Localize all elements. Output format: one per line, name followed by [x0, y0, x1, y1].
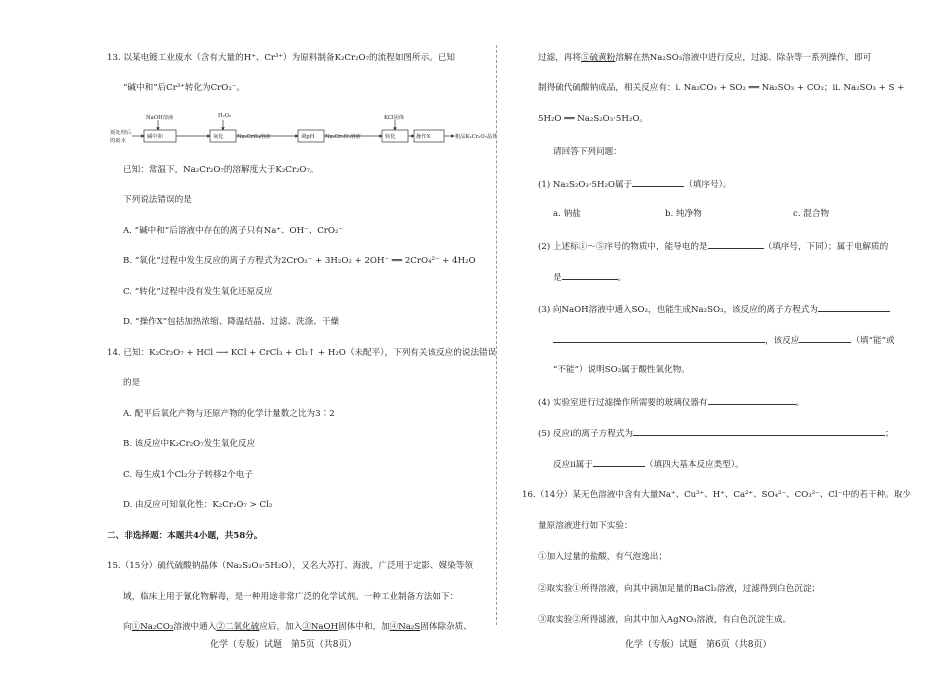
q15-l3-i: 固体除杂质、	[420, 622, 472, 632]
r-s2-l2-end: 。	[617, 273, 627, 283]
q13-line2: “碱中和”后Cr³⁺转化为CrO₂⁻。	[123, 83, 245, 93]
s1-answer-blank[interactable]	[632, 177, 684, 187]
r-line4: 请回答下列问题：	[553, 147, 622, 157]
r-s3-l3: “不能”）说明SO₂属于酸性氧化物。	[553, 365, 690, 375]
r-s2-text: (2) 上述标①～⑤序号的物质中，能导电的是	[538, 242, 708, 252]
s5-equation-blank[interactable]	[633, 426, 885, 436]
q15-line2: 域，临床上用于氰化物解毒，是一种用途非常广泛的化学试剂。一种工业制备方法如下：	[123, 592, 459, 602]
r-s3-l2-mid: ，该反应	[765, 336, 800, 346]
r-s2-l2-text: 是	[553, 273, 562, 283]
r-s1-opt-b: b. 纯净物	[665, 209, 702, 219]
flow-box-4-label: 转化	[385, 134, 396, 140]
q13-line3: 已知：常温下，Na₂Cr₂O₇的溶解度大于K₂Cr₂O₇。	[123, 165, 319, 175]
r-l1-a: 过滤，再将	[538, 53, 581, 63]
flow-input-label-1: 预处理后	[110, 130, 132, 136]
r-s1-text: (1) Na₂S₂O₃·5H₂O属于	[538, 180, 633, 190]
flow-reagent-naoh: NaOH溶液	[146, 115, 174, 121]
q15-l3-d: ②二氧化硫	[216, 622, 260, 632]
section-2-heading: 二、非选择题：本题共4小题，共58分。	[107, 531, 263, 541]
r-s3-text: (3) 向NaOH溶液中通入SO₂，也能生成Na₂SO₃，该反应的离子方程式为	[538, 305, 818, 315]
left-page-footer: 化学（专版）试题 第5页（共8页）	[210, 640, 357, 650]
s3-equation-blank-1[interactable]	[818, 302, 890, 312]
r-s5-l2-end: （填四大基本反应类型）。	[644, 460, 744, 470]
flow-box-1-label: 碱中和	[147, 134, 163, 140]
flow-box-5-label: 操作X	[416, 134, 431, 140]
q15-line3	[123, 621, 472, 633]
q15-l3-c: 溶液中通入	[173, 622, 217, 632]
r-line3: 5H₂O ══ Na₂S₂O₃·5H₂O。	[538, 114, 648, 124]
q16-step-2: ②取实验①所得溶液，向其中滴加足量的BaCl₂溶液，过滤得到白色沉淀；	[538, 584, 821, 594]
r-line2: 制得硫代硫酸钠成品，相关反应有：ⅰ. Na₂CO₃ + SO₂ ══ Na₂SO₃ + CO₂；ⅱ. Na₂SO₃ + S +	[538, 83, 905, 93]
r-s3-l2-end: （填“能”或	[851, 336, 895, 346]
q15-line1: 15.（15分）硫代硫酸钠晶体（Na₂S₂O₃·5H₂O），又名大苏打、海波，广泛用于定影、媒染等领	[107, 561, 473, 571]
right-page-footer: 化学（专版）试题 第6页（共8页）	[625, 640, 772, 650]
flow-box-3-label: 调pH	[301, 134, 315, 140]
q13-option-c: C. “转化”过程中没有发生氧化还原反应	[123, 287, 273, 297]
r-s2-mid: （填序号，下同）；属于电解质的	[763, 242, 889, 252]
r-s1-opt-c: c. 混合物	[793, 209, 830, 219]
s3-equation-blank-2[interactable]	[553, 333, 765, 343]
q16-step-1: ①加入过量的盐酸，有气泡逸出；	[538, 552, 667, 562]
q13-option-a: A. “碱中和”后溶液中存在的离子只有Na⁺、OH⁻、CrO₂⁻	[123, 226, 343, 236]
q14-option-d: D. 由反应可知氧化性：K₂Cr₂O₇ > Cl₂	[123, 500, 273, 510]
flow-box-2-label: 氧化	[213, 134, 224, 140]
r-s5-end: ；	[885, 429, 894, 439]
flow-mid-1: Na₂CrO₄溶液	[237, 134, 271, 140]
q15-l3-e: 应后，加入	[259, 622, 303, 632]
q15-l3-b: ①Na₂CO₃	[131, 622, 174, 632]
flow-mid-2: Na₂Cr₂O₇溶液	[325, 134, 361, 140]
r-l1-c: 溶解在热Na₂SO₃溶液中进行反应，过滤、除杂等一系列操作，即可	[615, 53, 872, 63]
r-s1-end: （填序号）。	[684, 180, 732, 190]
q13-option-b: B. “氧化”过程中发生反应的离子方程式为2CrO₂⁻ + 3H₂O₂ + 2OH⁻ ══ 2CrO₄²⁻ + 4H₂O	[123, 256, 476, 266]
q14-line2: 的是	[123, 378, 141, 388]
r-s5-text: (5) 反应ⅰ的离子方程式为	[538, 429, 633, 439]
q13-line4: 下列说法错误的是	[123, 195, 192, 205]
r-s2	[538, 239, 888, 253]
q15-l3-f: ③NaOH	[302, 622, 339, 632]
process-flowchart	[110, 112, 498, 154]
flow-reagent-h2o2: H₂O₂	[218, 113, 232, 119]
r-l1-b: ⑤硫黄粉	[580, 53, 616, 63]
r-s4	[538, 395, 804, 409]
r-s1-opt-a: a. 钠盐	[553, 209, 581, 219]
r-s4-end: 。	[795, 398, 805, 408]
q13-line1: 13. 以某电镀工业废水（含有大量的H⁺、Cr³⁺）为原料制备K₂Cr₂O₇的流程如图所示。已知	[107, 53, 455, 63]
r-s5-l2-text: 反应ⅱ属于	[553, 460, 593, 470]
s2-conductive-blank[interactable]	[708, 239, 764, 249]
q15-l3-g: 固体中和，加	[338, 622, 390, 632]
q14-option-c: C. 每生成1个Cl₂分子转移2个电子	[123, 470, 253, 480]
q15-l3-a: 向	[123, 622, 132, 632]
s2-electrolyte-blank[interactable]	[562, 270, 618, 280]
s4-instruments-blank[interactable]	[708, 395, 796, 405]
q14-option-b: B. 该反应中K₂Cr₂O₇发生氧化反应	[123, 439, 256, 449]
q16-line1: 16.（14分）某无色溶液中含有大量Na⁺、Cu²⁺、H⁺、Ca²⁺、SO₄²⁻、CO₃²⁻、Cl⁻中的若干种。取少	[522, 490, 911, 500]
q15-l3-h: ④Na₂S	[389, 622, 421, 632]
q13-option-d: D. “操作X”包括加热浓缩、降温结晶、过滤、洗涤、干燥	[123, 317, 340, 327]
q14-option-a: A. 配平后氧化产物与还原产物的化学计量数之比为3∶2	[123, 409, 335, 419]
q16-step-3: ③取实验②所得滤液，向其中加入AgNO₃溶液，有白色沉淀生成。	[538, 615, 792, 625]
r-s5-l2	[553, 457, 744, 471]
q16-line2: 量原溶液进行如下实验：	[538, 521, 633, 531]
r-s3	[538, 302, 890, 316]
flow-input-label-2: 的废水	[110, 138, 126, 144]
r-line1	[538, 52, 871, 64]
r-s2-l2	[553, 270, 626, 284]
flow-reagent-kcl: KCl固体	[384, 115, 405, 121]
flow-output: 粗品K₂Cr₂O₇晶体	[455, 134, 498, 140]
r-s1	[538, 177, 731, 191]
s5-reaction-type-blank[interactable]	[593, 457, 645, 467]
q14-line1: 14. 已知：K₂Cr₂O₇ + HCl ⟶ KCl + CrCl₃ + Cl₂↑ + H₂O（未配平），下列有关该反应的说法错误	[107, 348, 497, 358]
r-s5	[538, 426, 894, 440]
r-s3-l2	[553, 333, 895, 347]
right-page	[475, 0, 950, 688]
r-s4-text: (4) 实验室进行过滤操作所需要的玻璃仪器有	[538, 398, 708, 408]
s3-can-blank[interactable]	[799, 333, 851, 343]
